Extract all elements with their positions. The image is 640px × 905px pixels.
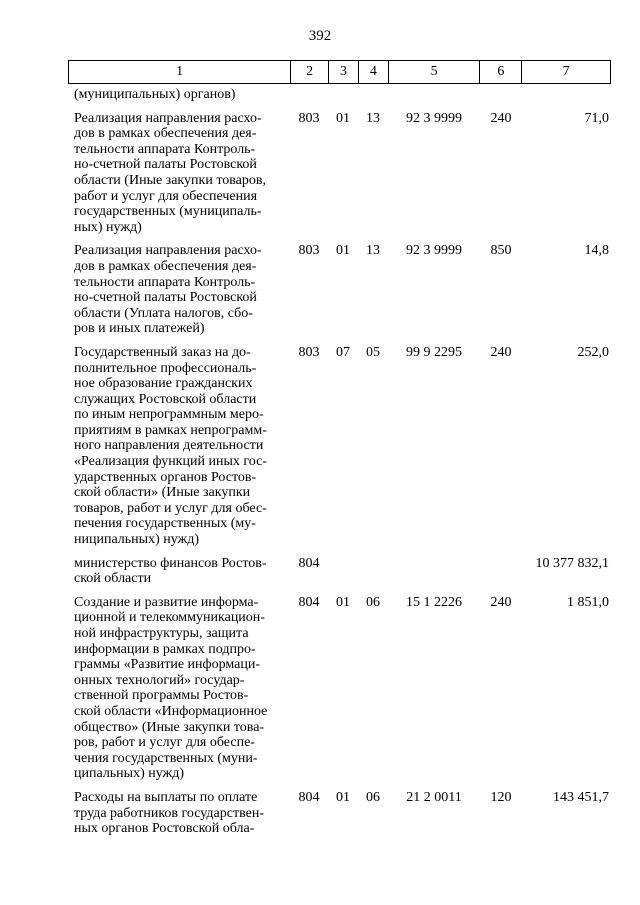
description-line: Реализация направления расхо- — [74, 243, 262, 259]
description-line: приятиям в рамках непрограмм- — [74, 422, 267, 438]
description-line: министерство финансов Ростов- — [74, 555, 267, 571]
row-c4 — [358, 556, 388, 587]
description-line: Реализация направления расхо- — [74, 110, 262, 126]
description-line: но-счетной палаты Ростовской — [74, 157, 257, 173]
row-c5: 15 1 2226 — [406, 594, 462, 610]
row-description — [68, 595, 290, 782]
row-c6: 850 — [490, 243, 512, 259]
table-row — [68, 790, 611, 837]
row-c4 — [358, 87, 388, 103]
row-c6 — [480, 556, 522, 587]
description-line: граммы «Развитие информаци- — [74, 657, 261, 673]
description-line: труда работников государствен- — [74, 805, 264, 821]
description-line: печения государственных (му- — [74, 516, 256, 532]
description-line: ской области» (Иные закупки — [74, 485, 251, 501]
description-line: ров и иных платежей) — [74, 321, 205, 337]
row-c4: 06 — [366, 789, 380, 805]
table-row — [68, 556, 611, 587]
description-line: общество» (Иные закупки това- — [74, 719, 265, 735]
row-c6: 240 — [490, 344, 512, 360]
row-c3 — [328, 556, 358, 587]
row-c2: 804 — [298, 594, 320, 610]
description-line: Создание и развитие информа- — [74, 594, 259, 610]
row-c6: 240 — [490, 110, 512, 126]
header-col-5: 5 — [388, 61, 480, 83]
description-line: по иным непрограммным меро- — [74, 407, 264, 423]
header-col-1: 1 — [176, 64, 184, 79]
description-line: ционной и телекоммуникацион- — [74, 610, 265, 626]
description-line: дов в рамках обеспечения дея- — [74, 126, 257, 142]
description-line: ственной программы Ростов- — [74, 688, 249, 704]
page-number: 392 — [308, 28, 332, 44]
table-row — [68, 111, 611, 236]
description-line: полнительное профессиональ- — [74, 360, 257, 376]
row-c6: 120 — [490, 789, 512, 805]
row-c3: 01 — [336, 110, 350, 126]
row-c3: 01 — [336, 243, 350, 259]
description-line: онных технологий» государ- — [74, 672, 245, 688]
table-row — [68, 87, 611, 103]
row-c3: 07 — [336, 344, 350, 360]
description-line: ной инфраструктуры, защита — [74, 626, 249, 641]
description-line: ных органов Ростовской обла- — [74, 821, 255, 837]
row-c7: 1 851,0 — [567, 594, 609, 610]
description-line: Государственный заказ на до- — [74, 344, 251, 360]
row-c4: 13 — [366, 110, 380, 126]
row-c5: 92 3 9999 — [406, 110, 462, 126]
row-description — [68, 345, 290, 548]
row-c7: 252,0 — [577, 344, 609, 360]
description-line: товаров, работ и услуг для обес- — [74, 500, 267, 516]
header-col-3: 3 — [328, 61, 358, 83]
description-line: ров, работ и услуг для обеспе- — [74, 735, 255, 751]
description-line: информации в рамках подпро- — [74, 641, 256, 657]
row-c5: 92 3 9999 — [406, 243, 462, 259]
header-col-2: 2 — [290, 61, 328, 83]
table-header — [68, 60, 611, 84]
description-line: чения государственных (муни- — [74, 750, 258, 766]
row-c2: 804 — [298, 555, 320, 571]
description-line: тельности аппарата Контроль- — [74, 274, 256, 290]
description-line: области (Иные закупки товаров, — [74, 172, 267, 188]
row-c5 — [388, 87, 480, 103]
row-c2: 803 — [298, 243, 320, 259]
row-c3 — [328, 87, 358, 103]
table-body — [68, 87, 611, 837]
description-line: ного направления деятельности — [74, 438, 264, 454]
table-row — [68, 243, 611, 337]
header-col-7: 7 — [521, 61, 610, 83]
row-description — [68, 790, 290, 837]
description-line: государственных (муниципаль- — [74, 204, 262, 220]
row-description — [68, 111, 290, 236]
description-line: ской области «Информационное — [74, 703, 268, 719]
description-line: (муниципальных) органов) — [74, 87, 236, 102]
row-c2: 803 — [298, 344, 320, 360]
description-line: области (Уплата налогов, сбо- — [74, 305, 253, 321]
row-c2 — [290, 87, 328, 103]
row-c6: 240 — [490, 594, 512, 610]
row-c7: 71,0 — [584, 110, 609, 126]
row-c5: 21 2 0011 — [406, 789, 462, 805]
row-c7: 10 377 832,1 — [535, 555, 609, 571]
description-line: Расходы на выплаты по оплате — [74, 789, 258, 805]
description-line: но-счетной палаты Ростовской — [74, 290, 257, 306]
description-line: ных) нужд) — [74, 219, 142, 235]
description-line: «Реализация функций иных гос- — [74, 454, 267, 470]
row-c4: 13 — [366, 243, 380, 259]
row-c4: 05 — [366, 344, 380, 360]
header-col-4: 4 — [358, 61, 388, 83]
row-c5: 99 9 2295 — [406, 344, 462, 360]
description-line: тельности аппарата Контроль- — [74, 141, 256, 157]
row-c4: 06 — [366, 594, 380, 610]
row-c5 — [388, 556, 480, 587]
row-c3: 01 — [336, 594, 350, 610]
description-line: ударственных органов Ростов- — [74, 469, 257, 485]
description-line: служащих Ростовской области — [74, 391, 257, 407]
row-c3: 01 — [336, 789, 350, 805]
description-line: ниципальных) нужд) — [74, 532, 199, 548]
header-col-6: 6 — [479, 61, 521, 83]
row-c2: 803 — [298, 110, 320, 126]
description-line: работ и услуг для обеспечения — [74, 188, 258, 204]
row-c2: 804 — [298, 789, 320, 805]
description-line: дов в рамках обеспечения дея- — [74, 258, 257, 274]
row-description — [68, 556, 290, 587]
row-description — [68, 243, 290, 337]
row-c7: 14,8 — [584, 243, 609, 259]
row-c6 — [480, 87, 522, 103]
table-row — [68, 345, 611, 548]
description-line: ципальных) нужд) — [74, 766, 185, 782]
row-c7 — [522, 87, 611, 103]
description-line: ской области — [74, 571, 152, 587]
description-line: ное образование гражданских — [74, 376, 253, 392]
row-description — [68, 87, 290, 103]
table-row — [68, 595, 611, 782]
row-c7: 143 451,7 — [553, 789, 609, 805]
